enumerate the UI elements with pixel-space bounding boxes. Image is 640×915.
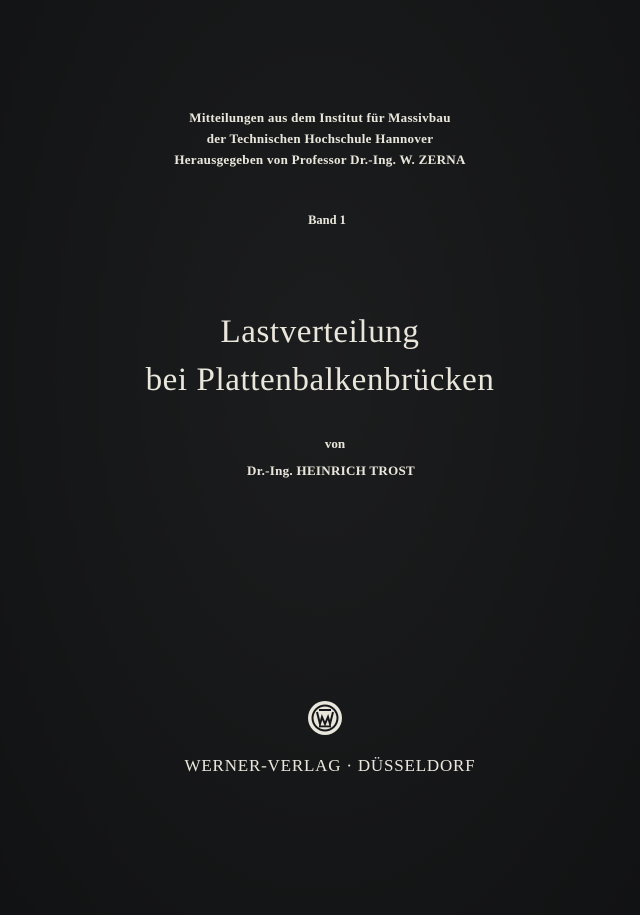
- by-label: von: [324, 436, 346, 451]
- book-title: [0, 308, 640, 404]
- author-name: Dr.-Ing. HEINRICH TROST: [247, 463, 415, 478]
- series-line-3: Herausgegeben von Professor Dr.-Ing. W. ZERNA: [174, 152, 466, 167]
- series-line-1: Mitteilungen aus dem Institut für Massivbau: [189, 110, 451, 125]
- series-info: [0, 107, 640, 170]
- title-line-1: Lastverteilung: [220, 314, 420, 350]
- publisher-name: WERNER-VERLAG · DÜSSELDORF: [184, 756, 476, 775]
- title-line-2: bei Plattenbalkenbrücken: [145, 362, 495, 398]
- publisher-emblem-icon: [306, 699, 344, 737]
- series-line-2: der Technischen Hochschule Hannover: [206, 131, 434, 146]
- volume-number: Band 1: [308, 213, 346, 227]
